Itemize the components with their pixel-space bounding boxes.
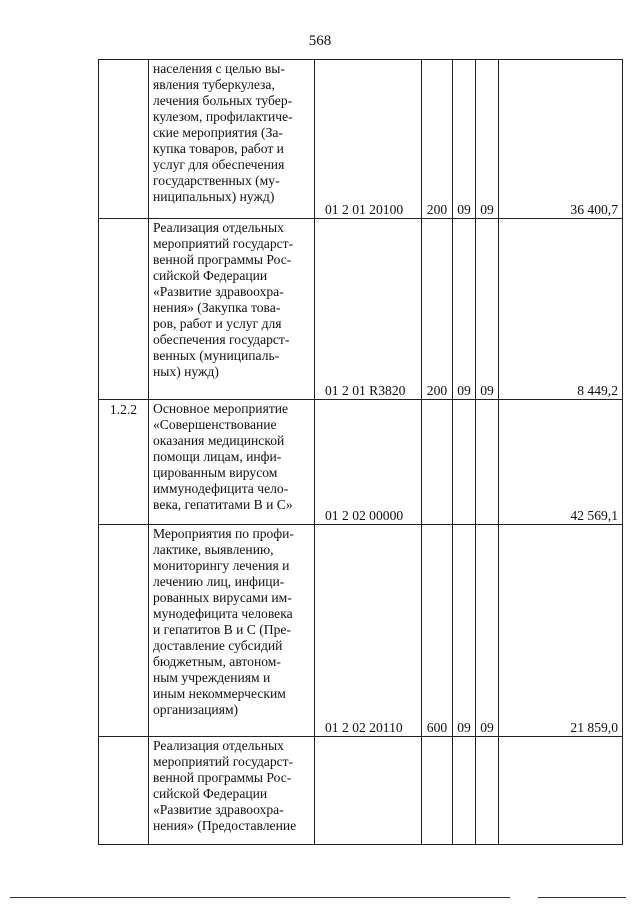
name-line: Реализация отдельных	[153, 220, 284, 235]
name-line: «Совершенствование	[153, 417, 277, 432]
name-line: мероприятий государст-	[153, 236, 294, 251]
table-row	[99, 525, 623, 737]
row-number	[99, 60, 149, 219]
name-line: бюджетным, автоном-	[153, 654, 281, 669]
target-item-code: 01 2 02 20110	[315, 525, 422, 737]
table-row	[99, 400, 623, 525]
row-number: 1.2.2	[99, 400, 149, 525]
table-row	[99, 737, 623, 845]
name-line: мероприятий государст-	[153, 754, 294, 769]
expense-type-code: 200	[422, 60, 453, 219]
name-line: сийской Федерации	[153, 268, 268, 283]
name-line: ниципальных) нужд)	[153, 189, 275, 204]
name-line: явления туберкулеза,	[153, 77, 275, 92]
name-line: и гепатитов В и С (Пре-	[153, 622, 291, 637]
name-line: ным учреждениям и	[153, 670, 271, 685]
name-line: венных (муниципаль-	[153, 348, 280, 363]
name-line: века, гепатитами В и С»	[153, 497, 293, 512]
subsection-code: 09	[476, 60, 499, 219]
name-line: помощи лицам, инфи-	[153, 449, 282, 464]
name-line: населения с целью вы-	[153, 61, 285, 76]
table-row	[99, 60, 623, 219]
table-row	[99, 219, 623, 400]
target-item-code	[315, 737, 422, 845]
expense-type-code: 600	[422, 525, 453, 737]
name-line: венной программы Рос-	[153, 252, 292, 267]
amount	[499, 737, 623, 845]
expense-type-code: 200	[422, 219, 453, 400]
row-name	[149, 737, 315, 845]
name-line: иммунодефицита чело-	[153, 481, 289, 496]
name-line: венной программы Рос-	[153, 770, 292, 785]
section-code: 09	[453, 60, 476, 219]
row-name	[149, 525, 315, 737]
subsection-code: 09	[476, 219, 499, 400]
name-line: иным некоммерческим	[153, 686, 286, 701]
name-line: ных) нужд)	[153, 364, 219, 379]
expense-type-code	[422, 737, 453, 845]
name-line: государственных (му-	[153, 173, 280, 188]
name-line: кулезом, профилактиче-	[153, 109, 293, 124]
page-number: 568	[308, 33, 332, 49]
name-line: Основное мероприятие	[153, 401, 289, 416]
name-line: сийской Федерации	[153, 786, 268, 801]
name-line: ские мероприятия (За-	[153, 125, 283, 140]
subsection-code	[476, 737, 499, 845]
name-line: мунодефицита человека	[153, 606, 293, 621]
name-line: нения» (Предоставление	[153, 818, 297, 833]
expense-type-code	[422, 400, 453, 525]
name-line: Мероприятия по профи-	[153, 526, 294, 541]
budget-table	[98, 59, 623, 845]
row-name	[149, 400, 315, 525]
row-name	[149, 219, 315, 400]
amount: 42 569,1	[499, 400, 623, 525]
name-line: обеспечения государст-	[153, 332, 290, 347]
target-item-code: 01 2 01 R3820	[315, 219, 422, 400]
name-line: рованных вирусами им-	[153, 590, 292, 605]
section-code: 09	[453, 525, 476, 737]
amount: 8 449,2	[499, 219, 623, 400]
section-code	[453, 737, 476, 845]
name-line: ров, работ и услуг для	[153, 316, 282, 331]
name-line: услуг для обеспечения	[153, 157, 285, 172]
name-line: «Развитие здравоохра-	[153, 284, 284, 299]
name-line: оказания медицинской	[153, 433, 285, 448]
name-line: организациям)	[153, 702, 239, 717]
row-name	[149, 60, 315, 219]
row-number	[99, 737, 149, 845]
name-line: мониторингу лечения и	[153, 558, 290, 573]
name-line: нения» (Закупка това-	[153, 300, 281, 315]
section-code	[453, 400, 476, 525]
name-line: доставление субсидий	[153, 638, 283, 653]
amount: 21 859,0	[499, 525, 623, 737]
name-line: Реализация отдельных	[153, 738, 284, 753]
section-code: 09	[453, 219, 476, 400]
target-item-code: 01 2 01 20100	[315, 60, 422, 219]
name-line: лечения больных тубер-	[153, 93, 293, 108]
page-bottom-mark	[538, 897, 626, 898]
subsection-code	[476, 400, 499, 525]
page-bottom-rule	[10, 897, 510, 898]
name-line: купка товаров, работ и	[153, 141, 284, 156]
name-line: лактике, выявлению,	[153, 542, 274, 557]
amount: 36 400,7	[499, 60, 623, 219]
row-number	[99, 219, 149, 400]
name-line: «Развитие здравоохра-	[153, 802, 284, 817]
row-number	[99, 525, 149, 737]
target-item-code: 01 2 02 00000	[315, 400, 422, 525]
name-line: лечению лиц, инфици-	[153, 574, 285, 589]
subsection-code: 09	[476, 525, 499, 737]
name-line: цированным вирусом	[153, 465, 278, 480]
